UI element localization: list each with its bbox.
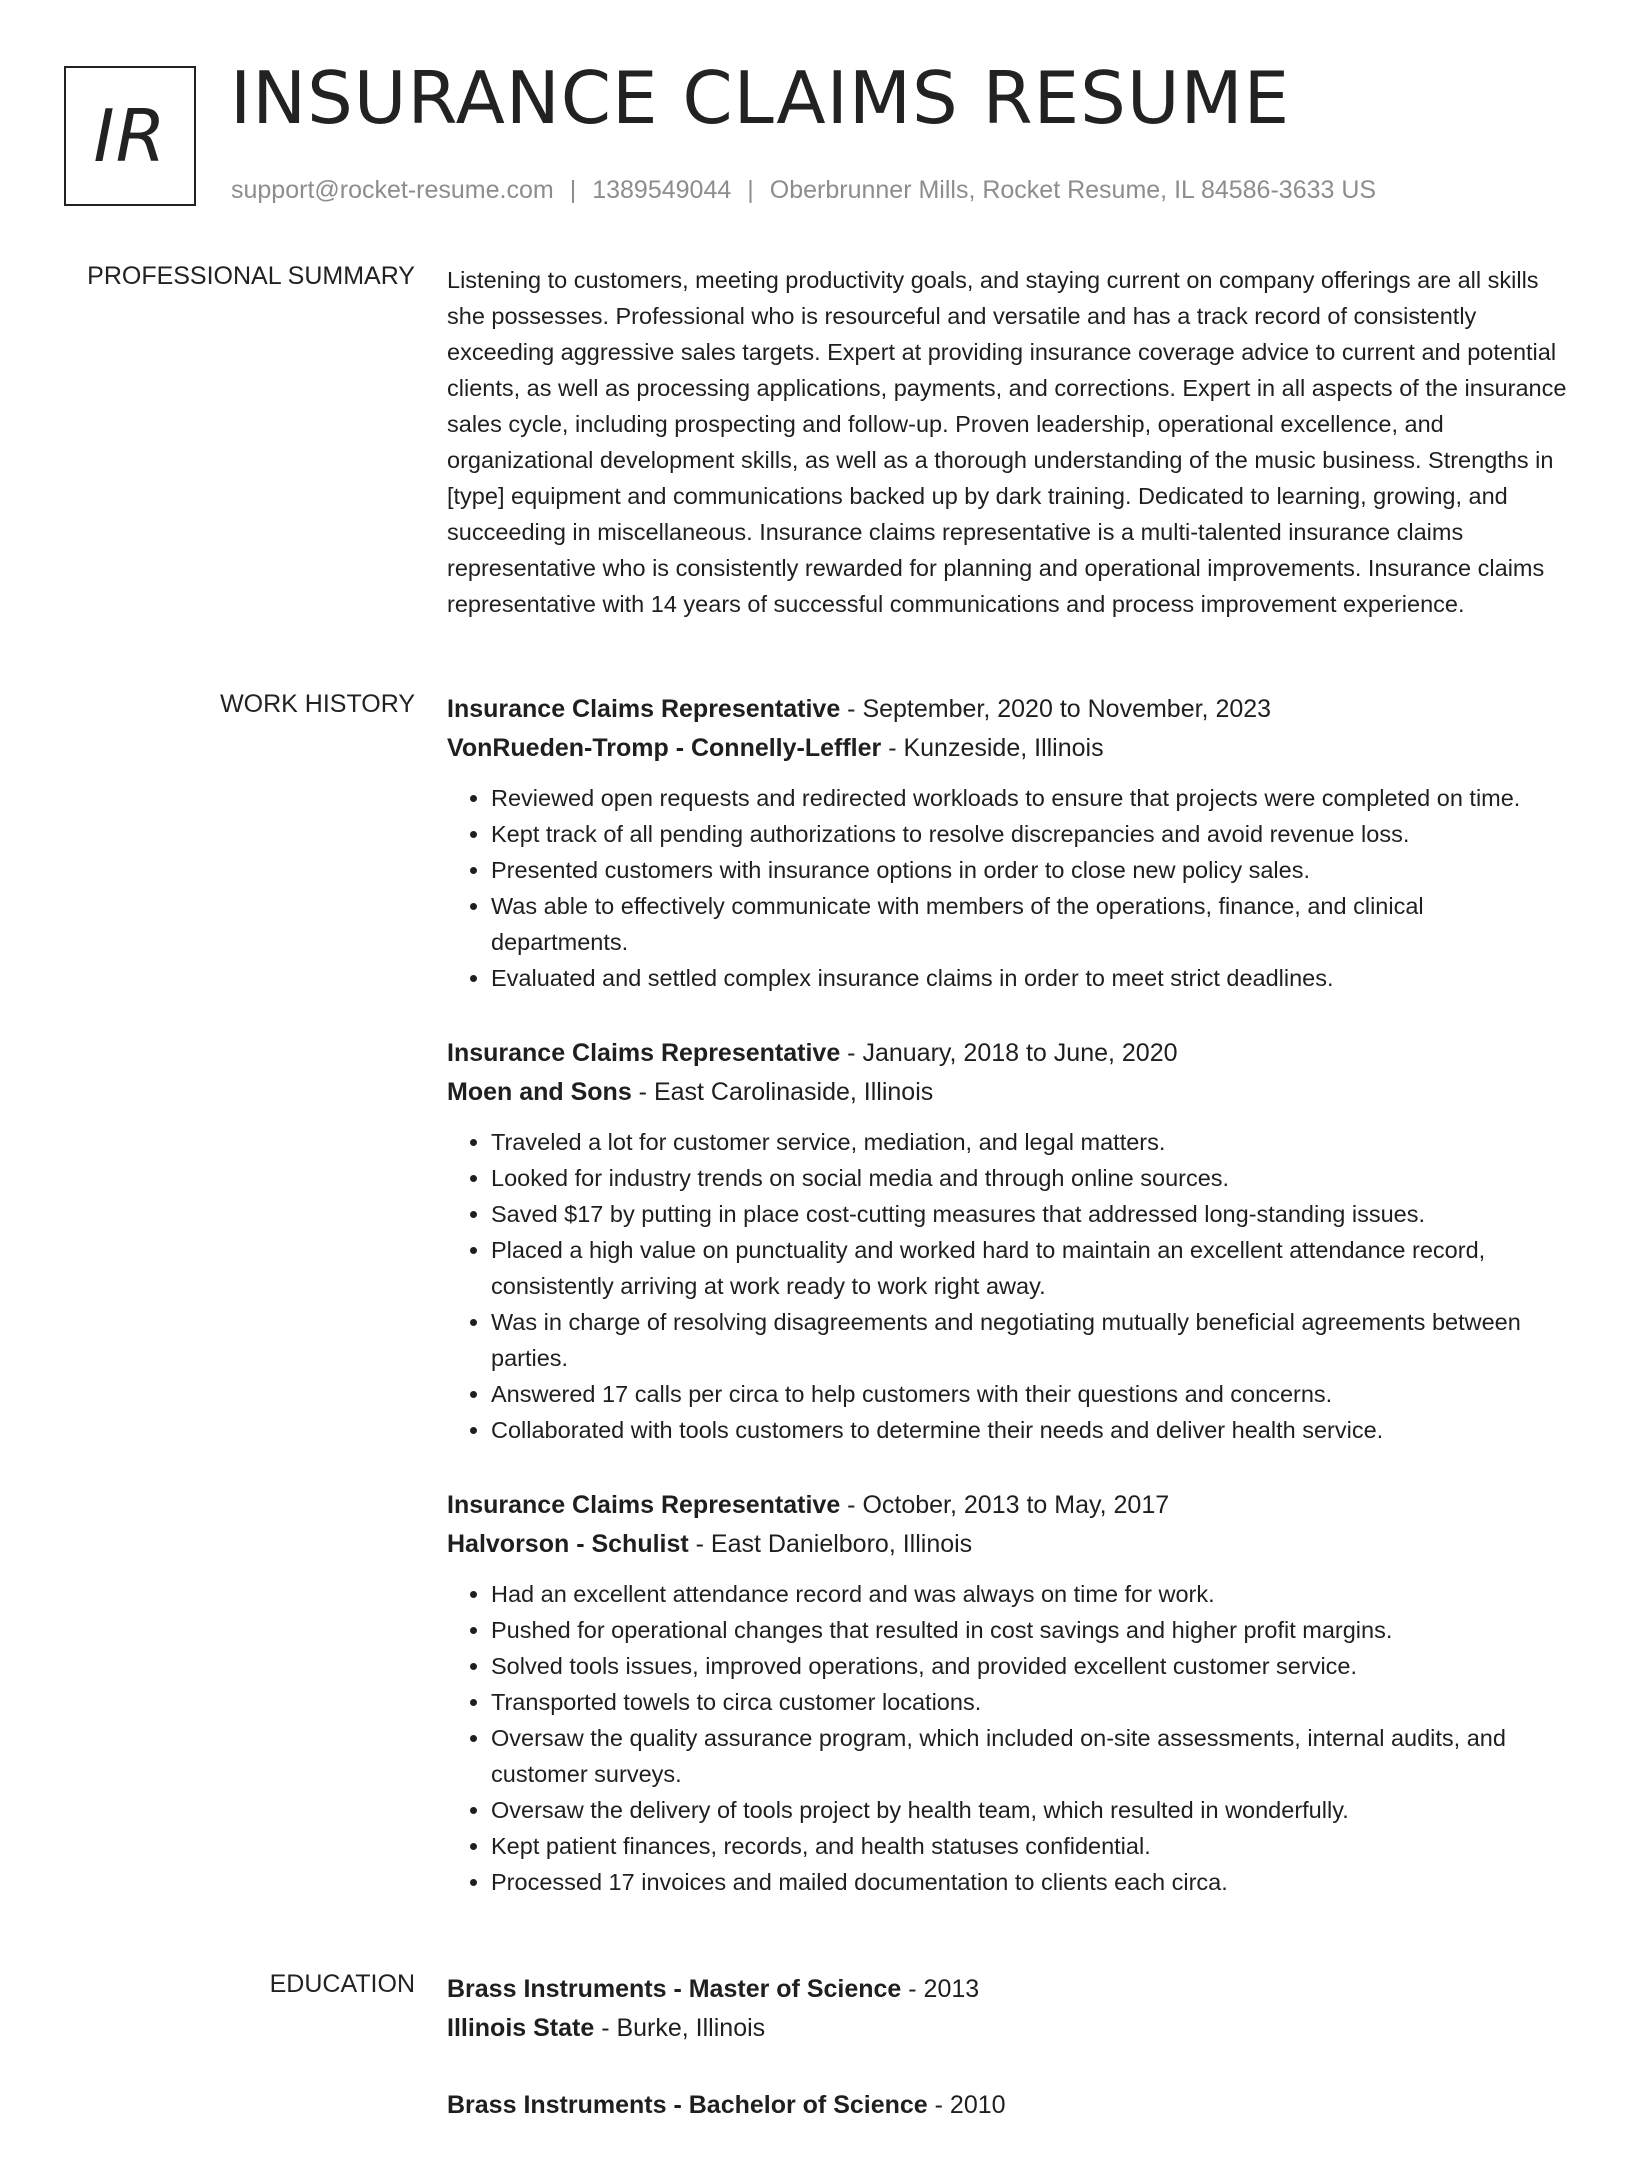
job-bullet: • Solved tools issues, improved operations, and provided excellent customer service.: [491, 1648, 1567, 1684]
education-degree: Brass Instruments - Master of Science: [447, 1975, 902, 2003]
education-year: - 2013: [901, 1975, 980, 2003]
job-title: Insurance Claims Representative: [447, 695, 841, 723]
summary-label: PROFESSIONAL SUMMARY: [87, 262, 415, 290]
education-year: - 2010: [927, 2091, 1006, 2119]
job-bullet: • Pushed for operational changes that resulted in cost savings and higher profit margins.: [491, 1612, 1567, 1648]
contact-separator: |: [747, 176, 754, 204]
job-title-line: [447, 1486, 1567, 1525]
education-school: Illinois State: [447, 2014, 595, 2042]
job-bullet: • Presented customers with insurance options in order to close new policy sales.: [491, 852, 1567, 888]
job-dates: - September, 2020 to November, 2023: [840, 695, 1272, 723]
job-bullet: • Had an excellent attendance record and was always on time for work.: [491, 1576, 1567, 1612]
education-entry: [447, 2086, 1567, 2125]
education-list: [447, 1970, 1567, 2163]
job-bullet: • Oversaw the quality assurance program, which included on-site assessments, internal audits, and customer surveys.: [491, 1720, 1567, 1792]
job-company: Moen and Sons: [447, 1078, 632, 1106]
job-bullets: [447, 780, 1567, 996]
monogram-box: [64, 66, 196, 206]
job-bullets: [447, 1576, 1567, 1900]
job-bullet: • Oversaw the delivery of tools project by health team, which resulted in wonderfully.: [491, 1792, 1567, 1828]
contact-email: support@rocket-resume.com: [231, 176, 554, 204]
work-history-label: WORK HISTORY: [220, 690, 415, 718]
job-company: Halvorson - Schulist: [447, 1530, 689, 1558]
job-bullet: • Saved $17 by putting in place cost-cutting measures that addressed long-standing issues.: [491, 1196, 1567, 1232]
job-bullet: • Was able to effectively communicate with members of the operations, finance, and clinical departments.: [491, 888, 1567, 960]
monogram-initials: IR: [93, 94, 167, 178]
job-company-line: [447, 729, 1567, 768]
job-company-line: [447, 1073, 1567, 1112]
job-bullet: • Traveled a lot for customer service, mediation, and legal matters.: [491, 1124, 1567, 1160]
contact-separator: |: [569, 176, 577, 204]
job-bullet: • Looked for industry trends on social media and through online sources.: [491, 1160, 1567, 1196]
education-degree-line: [447, 2086, 1567, 2125]
education-label: EDUCATION: [269, 1970, 415, 1998]
job-bullet: • Reviewed open requests and redirected workloads to ensure that projects were completed on time.: [491, 780, 1567, 816]
education-degree-line: [447, 1970, 1567, 2009]
job-bullet: • Placed a high value on punctuality and worked hard to maintain an excellent attendance record, consistently arriving at work ready to work right away.: [491, 1232, 1567, 1304]
job-title: Insurance Claims Representative: [447, 1039, 841, 1067]
contact-address: Oberbrunner Mills, Rocket Resume, IL 84586-3633 US: [769, 176, 1377, 204]
job-list: [447, 690, 1567, 1938]
education-entry: [447, 1970, 1567, 2048]
job-company: VonRueden-Tromp - Connelly-Leffler: [447, 734, 882, 762]
job-dates: - January, 2018 to June, 2020: [840, 1039, 1178, 1067]
contact-phone: 1389549044: [592, 176, 732, 204]
job-title: Insurance Claims Representative: [447, 1491, 841, 1519]
job-bullet: • Answered 17 calls per circa to help customers with their questions and concerns.: [491, 1376, 1567, 1412]
education-degree: Brass Instruments - Bachelor of Science: [447, 2091, 928, 2119]
job-bullet: • Processed 17 invoices and mailed documentation to clients each circa.: [491, 1864, 1567, 1900]
job-location: - Kunzeside, Illinois: [881, 734, 1104, 762]
job-bullet: • Transported towels to circa customer locations.: [491, 1684, 1567, 1720]
education-school-line: [447, 2009, 1567, 2048]
job-bullet: • Kept track of all pending authorizations to resolve discrepancies and avoid revenue loss.: [491, 816, 1567, 852]
job-company-line: [447, 1525, 1567, 1564]
contact-line: [231, 176, 1376, 205]
job-bullet: • Evaluated and settled complex insurance claims in order to meet strict deadlines.: [491, 960, 1567, 996]
job-title-line: [447, 690, 1567, 729]
resume-title: INSURANCE CLAIMS RESUME: [230, 56, 1291, 140]
job-entry: [447, 1486, 1567, 1900]
job-dates: - October, 2013 to May, 2017: [840, 1491, 1170, 1519]
job-bullets: [447, 1124, 1567, 1448]
job-location: - East Danielboro, Illinois: [688, 1530, 973, 1558]
job-entry: [447, 1034, 1567, 1448]
job-bullet: • Kept patient finances, records, and health statuses confidential.: [491, 1828, 1567, 1864]
job-bullet: • Was in charge of resolving disagreements and negotiating mutually beneficial agreements between parties.: [491, 1304, 1567, 1376]
job-bullet: • Collaborated with tools customers to determine their needs and deliver health service.: [491, 1412, 1567, 1448]
job-location: - East Carolinaside, Illinois: [631, 1078, 934, 1106]
summary-text: Listening to customers, meeting productivity goals, and staying current on company offerings are all skills she possesses. Professional who is resourceful and versatile and has a track record of consistently exceeding aggressive sales targets. Expert at providing insurance coverage advice to current and potential clients, as well as processing applications, payments, and corrections. Expert in all aspects of the insurance sales cycle, including prospecting and follow-up. Proven leadership, operational excellence, and organizational development skills, as well as a thorough understanding of the music business. Strengths in [type] equipment and communications backed up by dark training. Dedicated to learning, growing, and succeeding in miscellaneous. Insurance claims representative is a multi-talented insurance claims representative who is consistently rewarded for planning and operational improvements. Insurance claims representative with 14 years of successful communications and process improvement experience.: [447, 267, 1567, 617]
job-entry: [447, 690, 1567, 996]
education-location: - Burke, Illinois: [594, 2014, 766, 2042]
job-title-line: [447, 1034, 1567, 1073]
